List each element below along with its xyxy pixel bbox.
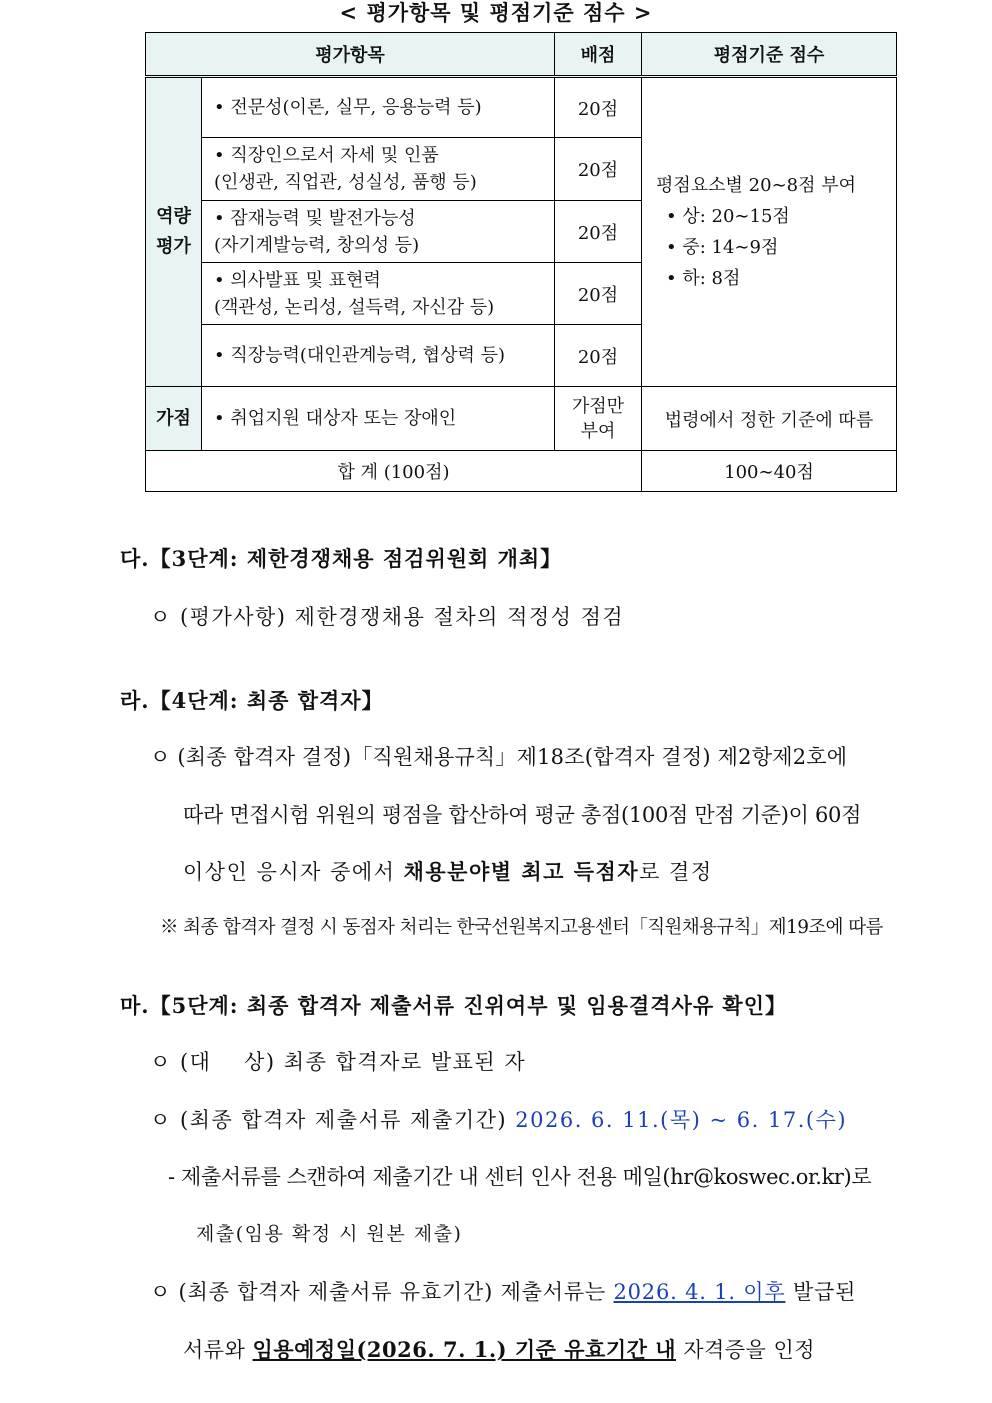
group-competency [146,77,202,387]
header-points: 배점 [555,33,642,77]
paragraph: ㅇ (평가사항) 제한경쟁채용 절차의 적정성 점검 [150,605,625,629]
section-heading-step4: 라.【4단계: 최종 합격자】 [120,688,384,713]
row-item: • 의사발표 및 표현력 (객관성, 논리성, 설득력, 자신감 등) [202,263,555,325]
text-run: 로 결정 [639,860,713,884]
paragraph [183,1334,815,1364]
total-label: 합 계 (100점) [146,451,642,492]
evaluation-table [145,32,897,492]
row-points: 20점 [555,201,642,263]
row-item: • 직장능력(대인관계능력, 협상력 등) [202,325,555,387]
text-run: 이상인 응시자 중에서 [183,860,404,884]
paragraph [150,1104,847,1134]
text-run: 발급된 [785,1280,857,1304]
paragraph: - 제출서류를 스캔하여 제출기간 내 센터 인사 전용 메일(hr@koswec.or.kr)로 [168,1165,872,1189]
text-run: 서류와 [183,1338,253,1362]
total-value: 100∼40점 [642,451,897,492]
paragraph: ㅇ (대 상) 최종 합격자로 발표된 자 [150,1050,527,1074]
table-row [146,77,897,138]
row-item: • 잠재능력 및 발전가능성 (자기계발능력, 창의성 등) [202,201,555,263]
criteria-line: • 상: 20∼15점 [666,206,790,227]
validity-emphasis: 임용예정일(2026. 7. 1.) 기준 유효기간 내 [252,1337,677,1362]
paragraph: 제출(임용 확정 시 원본 제출) [196,1223,463,1245]
bonus-item: • 취업지원 대상자 또는 장애인 [202,387,555,451]
criteria-cell [642,77,897,387]
criteria-line: • 하: 8점 [666,268,741,289]
header-eval-item: 평가항목 [146,33,555,77]
bonus-criteria: 법령에서 정한 기준에 따름 [642,387,897,451]
bonus-points: 가점만 부여 [555,387,642,451]
table-row-bonus [146,387,897,451]
table-total-row [146,451,897,492]
paragraph: 따라 면접시험 위원의 평점을 합산하여 평균 총점(100점 만점 기준)이 60점 [183,803,862,827]
group-competency-label: 역량 평가 [156,206,191,257]
paragraph [183,856,713,886]
row-item: • 전문성(이론, 실무, 응용능력 등) [202,77,555,138]
table-title: < 평가항목 및 평점기준 점수 > [339,0,653,25]
row-points: 20점 [555,325,642,387]
paragraph [150,1276,856,1306]
row-points: 20점 [555,77,642,138]
valid-from-date: 2026. 4. 1. 이후 [613,1280,786,1304]
row-points: 20점 [555,263,642,325]
group-bonus: 가점 [146,387,202,451]
row-points: 20점 [555,138,642,201]
note: ※ 최종 합격자 결정 시 동점자 처리는 한국선원복지고용센터「직원채용규칙」제19조에 따름 [160,917,883,938]
paragraph: ㅇ (최종 합격자 결정)「직원채용규칙」제18조(합격자 결정) 제2항제2호에 [150,745,848,769]
submission-period: 2026. 6. 11.(목) ~ 6. 17.(수) [515,1108,848,1132]
criteria-line: 평점요소별 20∼8점 부여 [656,175,856,196]
text-run: 자격증을 인정 [676,1338,816,1362]
header-criteria: 평점기준 점수 [642,33,897,77]
text-run: ㅇ (최종 합격자 제출서류 제출기간) [150,1108,516,1132]
criteria-line: • 중: 14∼9점 [666,237,779,258]
section-heading-step3: 다.【3단계: 제한경쟁채용 점검위원회 개최】 [120,546,563,571]
text-run: ㅇ (최종 합격자 제출서류 유효기간) 제출서류는 [150,1280,614,1304]
table-header-row [146,33,897,77]
emphasis-text: 채용분야별 최고 득점자 [403,859,640,884]
section-heading-step5: 마.【5단계: 최종 합격자 제출서류 진위여부 및 임용결격사유 확인】 [120,993,787,1018]
row-item: • 직장인으로서 자세 및 인품 (인생관, 직업관, 성실성, 품행 등) [202,138,555,201]
